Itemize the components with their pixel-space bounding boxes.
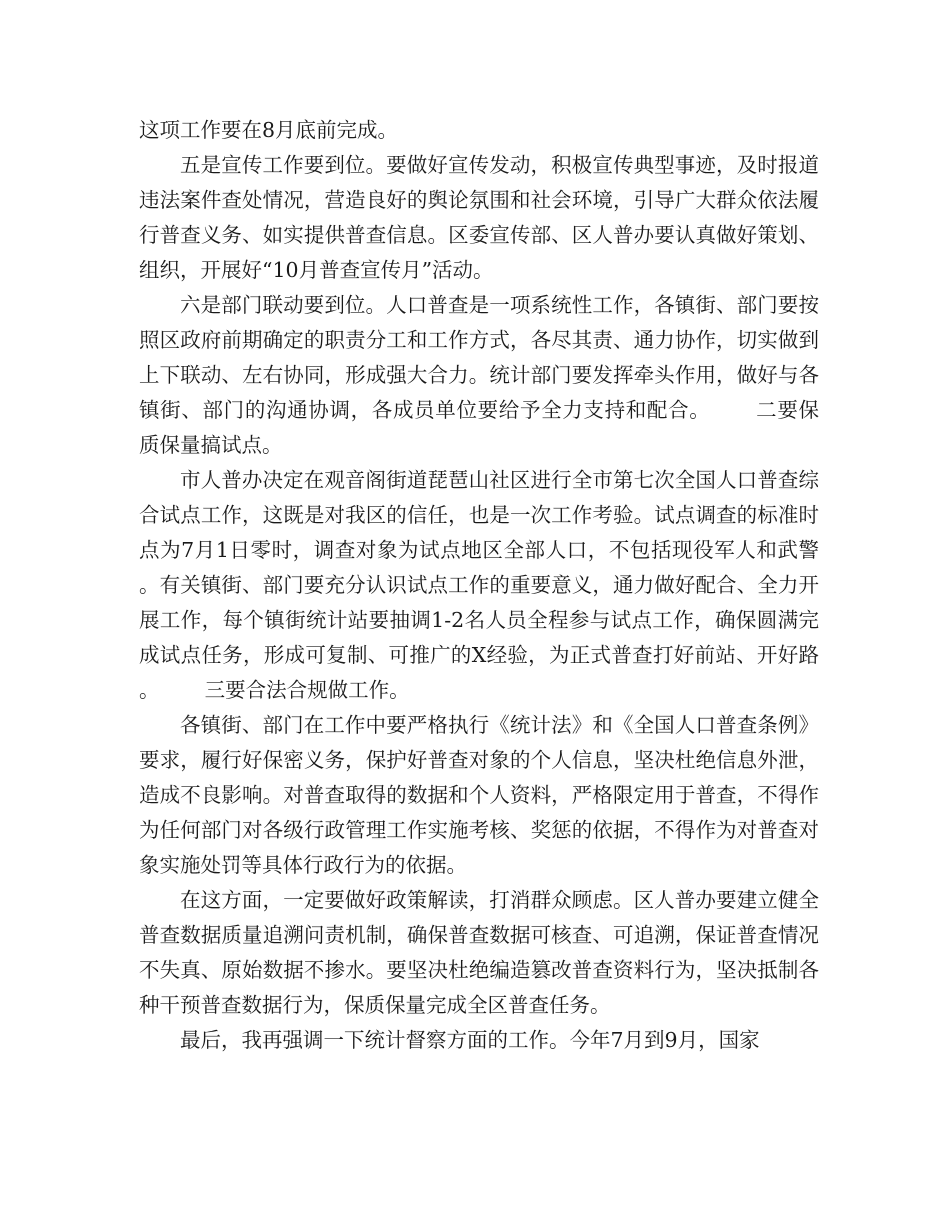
paragraph [139,463,819,708]
section-heading-inline: 二要保质保量搞试点。 [139,398,820,457]
document-body [139,113,819,1058]
paragraph [139,148,819,288]
section-heading-inline: 三要合法合规做工作。 [204,678,410,702]
paragraph [139,1023,819,1058]
paragraph [139,708,819,883]
paragraph-text: 各镇街、部门在工作中要严格执行《统计法》和《全国人口普查条例》要求，履行好保密义务，保护好普查对象的个人信息，坚决杜绝信息外泄，造成不良影响。对普查取得的数据和个人资料，严格限定用于普查，不得作为任何部门对各级行政管理工作实施考核、奖惩的依据，不得作为对普查对象实施处罚等具体行政行为的依据。 [139,713,819,877]
paragraph-text: 五是宣传工作要到位。要做好宣传发动，积极宣传典型事迹，及时报道违法案件查处情况，营造良好的舆论氛围和社会环境，引导广大群众依法履行普查义务、如实提供普查信息。区委宣传部、区人普办要认真做好策划、组织，开展好“10月普查宣传月”活动。 [139,153,819,282]
paragraph-text: 这项工作要在8月底前完成。 [139,118,399,142]
paragraph-text: 在这方面，一定要做好政策解读，打消群众顾虑。区人普办要建立健全普查数据质量追溯问责机制，确保普查数据可核查、可追溯，保证普查情况不失真、原始数据不掺水。要坚决杜绝编造篡改普查资料行为，坚决抵制各种干预普查数据行为，保质保量完成全区普查任务。 [139,888,819,1017]
paragraph-text: 最后，我再强调一下统计督察方面的工作。今年7月到9月，国家 [180,1028,760,1052]
paragraph [139,288,819,463]
paragraph-text: 六是部门联动要到位。人口普查是一项系统性工作，各镇街、部门要按照区政府前期确定的职责分工和工作方式，各尽其责、通力协作，切实做到上下联动、左右协同，形成强大合力。统计部门要发挥牵头作用，做好与各镇街、部门的沟通协调，各成员单位要给予全力支持和配合。 [139,293,819,422]
paragraph-text: 市人普办决定在观音阁街道琵琶山社区进行全市第七次全国人口普查综合试点工作，这既是对我区的信任，也是一次工作考验。试点调查的标准时点为7月1日零时，调查对象为试点地区全部人口，不包括现役军人和武警。有关镇街、部门要充分认识试点工作的重要意义，通力做好配合、全力开展工作，每个镇街统计站要抽调1-2名人员全程参与试点工作，确保圆满完成试点任务，形成可复制、可推广的X经验，为正式普查打好前站、开好路。 [139,468,819,702]
paragraph [139,113,819,148]
paragraph [139,883,819,1023]
